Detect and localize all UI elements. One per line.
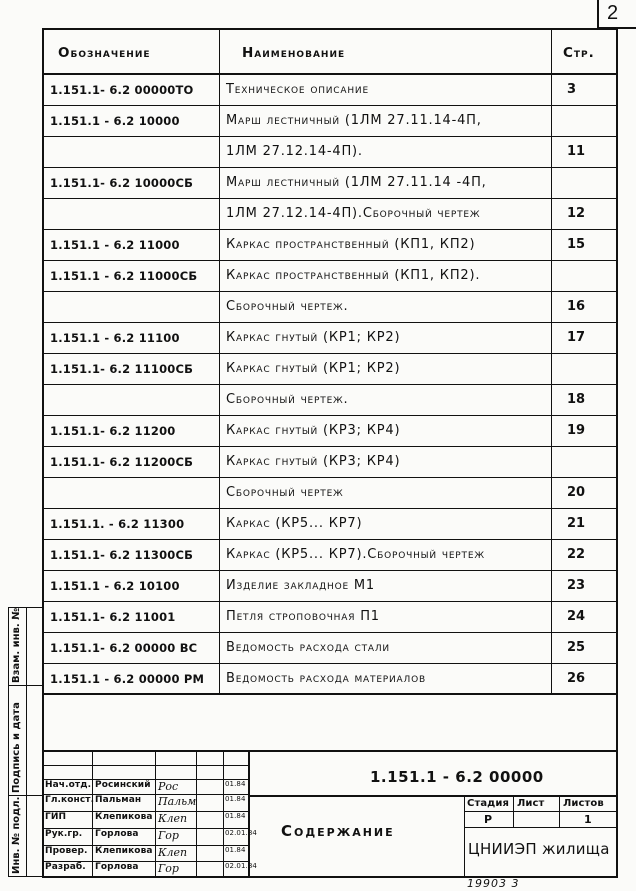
document-title: Содержание bbox=[281, 822, 395, 840]
signature-date: 01.84 bbox=[225, 812, 246, 820]
row-name: Марш лестничный (1ЛМ 27.11.14-4П, bbox=[226, 113, 482, 128]
signature-date: 02.01.84 bbox=[225, 829, 257, 837]
signature-date: 01.84 bbox=[225, 846, 246, 854]
stamp-divider bbox=[559, 796, 560, 827]
row-name: Каркас (КР5... КР7) bbox=[226, 516, 363, 531]
column-divider bbox=[551, 28, 552, 694]
stamp-divider bbox=[464, 827, 617, 828]
signature: Пальм bbox=[158, 795, 197, 808]
signatory-name: Клепикова bbox=[95, 812, 153, 822]
side-label-signature-date: Подпись и дата bbox=[11, 702, 22, 793]
row-page: 23 bbox=[567, 578, 586, 593]
header-page: Стр. bbox=[563, 45, 595, 61]
sheet-number: 2 bbox=[607, 2, 619, 24]
row-divider bbox=[42, 260, 618, 261]
row-page: 16 bbox=[567, 299, 586, 314]
signature: Клеп bbox=[158, 846, 188, 859]
row-designation: 1.151.1 - 6.2 11100 bbox=[50, 331, 180, 345]
signature-date: 01.84 bbox=[225, 780, 246, 788]
row-page: 19 bbox=[567, 423, 586, 438]
row-name: Изделие закладное М1 bbox=[226, 578, 375, 593]
row-name: Каркас гнутый (КР1; КР2) bbox=[226, 330, 401, 345]
row-page: 21 bbox=[567, 516, 586, 531]
row-name: Сборочный чертеж. bbox=[226, 299, 349, 314]
row-divider bbox=[42, 291, 618, 292]
stamp-divider bbox=[223, 750, 224, 877]
stamp-divider bbox=[249, 795, 618, 797]
side-label-replace-inv: Взам. инв. № bbox=[11, 607, 22, 683]
stamp-divider bbox=[155, 750, 156, 877]
row-divider bbox=[42, 415, 618, 416]
row-divider bbox=[42, 508, 618, 509]
row-divider bbox=[42, 570, 618, 571]
signature: Рос bbox=[158, 780, 179, 793]
signatory-role: Гл.конст. bbox=[45, 795, 95, 805]
row-designation: 1.151.1. - 6.2 11300 bbox=[50, 517, 185, 531]
stamp-top bbox=[42, 750, 618, 752]
signature: Гор bbox=[158, 829, 179, 842]
stamp-divider bbox=[464, 796, 465, 877]
row-divider bbox=[42, 353, 618, 354]
row-divider bbox=[42, 384, 618, 385]
row-divider bbox=[42, 539, 618, 540]
row-divider bbox=[42, 229, 618, 230]
row-designation: 1.151.1 - 6.2 10100 bbox=[50, 579, 180, 593]
signatory-name: Горлова bbox=[95, 829, 139, 839]
stamp-divider bbox=[248, 750, 250, 877]
row-designation: 1.151.1- 6.2 00000 ВС bbox=[50, 641, 198, 655]
signatory-role: Провер. bbox=[45, 846, 88, 856]
row-divider bbox=[42, 105, 618, 106]
sheets-label: Листов bbox=[563, 798, 604, 809]
signature: Гор bbox=[158, 862, 179, 875]
signatory-role: ГИП bbox=[45, 812, 67, 822]
row-name: Каркас гнутый (КР1; КР2) bbox=[226, 361, 401, 376]
stamp-divider bbox=[464, 811, 617, 812]
sheets-value: 1 bbox=[584, 813, 592, 826]
signatory-role: Разраб. bbox=[45, 862, 86, 872]
row-page: 15 bbox=[567, 237, 586, 252]
row-designation: 1.151.1- 6.2 10000СБ bbox=[50, 176, 194, 190]
row-name: 1ЛМ 27.12.14-4П). bbox=[226, 144, 363, 159]
side-margin-border bbox=[26, 607, 27, 877]
row-page: 22 bbox=[567, 547, 586, 562]
row-name: Ведомость расхода стали bbox=[226, 640, 390, 655]
row-designation: 1.151.1- 6.2 11300СБ bbox=[50, 548, 194, 562]
row-page: 18 bbox=[567, 392, 586, 407]
row-divider bbox=[42, 601, 618, 602]
row-name: Каркас гнутый (КР3; КР4) bbox=[226, 454, 401, 469]
row-name: Каркас пространственный (КП1, КП2). bbox=[226, 268, 481, 283]
row-page: 26 bbox=[567, 671, 586, 686]
row-name: Каркас пространственный (КП1, КП2) bbox=[226, 237, 476, 252]
document-code: 1.151.1 - 6.2 00000 bbox=[370, 768, 544, 786]
side-margin-border bbox=[8, 685, 42, 686]
side-label-inv-orig: Инв. № подл. bbox=[11, 796, 22, 874]
row-name: Марш лестничный (1ЛМ 27.11.14 -4П, bbox=[226, 175, 487, 190]
signature-date: 02.01.84 bbox=[225, 862, 257, 870]
signature-date: 01.84 bbox=[225, 795, 246, 803]
row-page: 11 bbox=[567, 144, 586, 159]
sheet-label: Лист bbox=[517, 798, 545, 809]
footer-number: 19903 3 bbox=[467, 877, 520, 890]
side-margin-border bbox=[8, 607, 9, 877]
row-name: Каркас гнутый (КР3; КР4) bbox=[226, 423, 401, 438]
row-divider bbox=[42, 663, 618, 664]
stage-label: Стадия bbox=[467, 798, 509, 809]
row-divider bbox=[42, 322, 618, 323]
signatory-name: Пальман bbox=[95, 795, 142, 805]
frame-bottom bbox=[42, 876, 618, 878]
frame-top bbox=[42, 28, 618, 30]
row-name: Петля строповочная П1 bbox=[226, 609, 380, 624]
signatory-name: Горлова bbox=[95, 862, 139, 872]
stage-value: Р bbox=[484, 813, 493, 826]
row-divider bbox=[42, 477, 618, 478]
row-designation: 1.151.1 - 6.2 11000 bbox=[50, 238, 180, 252]
row-name: Каркас (КР5... КР7).Сборочный чертеж bbox=[226, 547, 485, 562]
row-designation: 1.151.1- 6.2 11100СБ bbox=[50, 362, 194, 376]
stamp-row-line bbox=[42, 765, 249, 766]
row-designation: 1.151.1- 6.2 11200СБ bbox=[50, 455, 194, 469]
row-name: 1ЛМ 27.12.14-4П).Сборочный чертеж bbox=[226, 206, 481, 221]
row-divider bbox=[42, 446, 618, 447]
row-name: Сборочный чертеж. bbox=[226, 392, 349, 407]
organization: ЦНИИЭП жилища bbox=[468, 840, 610, 858]
row-designation: 1.151.1- 6.2 11200 bbox=[50, 424, 176, 438]
signature: Клеп bbox=[158, 812, 188, 825]
signatory-role: Нач.отд. bbox=[45, 780, 92, 790]
row-page: 17 bbox=[567, 330, 586, 345]
signatory-name: Клепикова bbox=[95, 846, 153, 856]
row-divider bbox=[42, 167, 618, 168]
row-page: 12 bbox=[567, 206, 586, 221]
stamp-divider bbox=[513, 796, 514, 827]
row-page: 25 bbox=[567, 640, 586, 655]
row-designation: 1.151.1- 6.2 00000ТО bbox=[50, 83, 194, 97]
table-bottom bbox=[42, 693, 618, 695]
signatory-role: Рук.гр. bbox=[45, 829, 83, 839]
row-page: 24 bbox=[567, 609, 586, 624]
row-page: 3 bbox=[567, 82, 577, 97]
row-designation: 1.151.1 - 6.2 00000 РМ bbox=[50, 672, 205, 686]
row-designation: 1.151.1 - 6.2 10000 bbox=[50, 114, 180, 128]
row-page: 20 bbox=[567, 485, 586, 500]
row-name: Техническое описание bbox=[226, 82, 369, 97]
stamp-divider bbox=[92, 750, 93, 877]
row-designation: 1.151.1- 6.2 11001 bbox=[50, 610, 176, 624]
row-name: Ведомость расхода материалов bbox=[226, 671, 426, 686]
header-divider bbox=[42, 73, 618, 75]
column-divider bbox=[219, 28, 220, 694]
stamp-divider bbox=[196, 750, 197, 877]
row-divider bbox=[42, 136, 618, 137]
signatory-name: Росинский bbox=[95, 780, 151, 790]
side-margin-border bbox=[8, 876, 42, 877]
row-divider bbox=[42, 632, 618, 633]
row-designation: 1.151.1 - 6.2 11000СБ bbox=[50, 269, 198, 283]
row-divider bbox=[42, 198, 618, 199]
header-name: Наименование bbox=[242, 45, 346, 61]
sheet-number-box-border bbox=[597, 0, 599, 28]
row-name: Сборочный чертеж bbox=[226, 485, 344, 500]
header-designation: Обозначение bbox=[58, 45, 151, 61]
